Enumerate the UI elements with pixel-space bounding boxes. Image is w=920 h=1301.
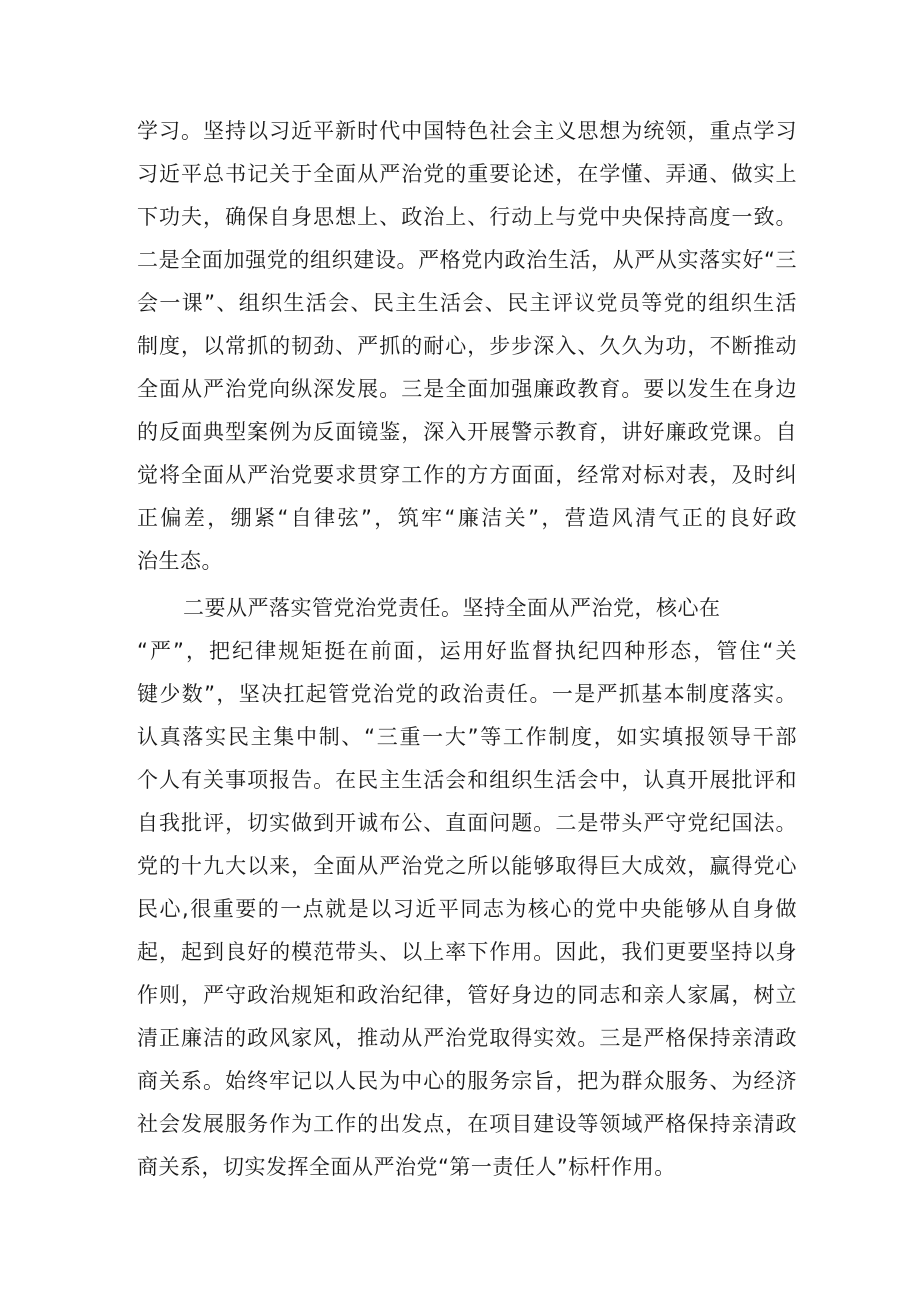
paragraph-line: 觉将全面从严治党要求贯穿工作的方方面面，经常对标对表，及时纠 [137, 463, 797, 487]
paragraph-line: 的反面典型案例为反面镜鉴，深入开展警示教育，讲好廉政党课。自 [137, 420, 797, 444]
paragraph-line: 作则，严守政治规矩和政治纪律，管好身边的同志和亲人家属，树立 [137, 983, 797, 1007]
paragraph-line: 治生态。 [137, 549, 223, 573]
paragraph-line: 清正廉洁的政风家风，推动从严治党取得实效。三是严格保持亲清政 [137, 1026, 797, 1050]
paragraph-line: 民心,很重要的一点就是以习近平同志为核心的党中央能够从自身做 [137, 897, 797, 921]
paragraph-line: 党的十九大以来，全面从严治党之所以能够取得巨大成效，赢得党心 [137, 854, 797, 878]
paragraph-line: 商关系，切实发挥全面从严治党“第一责任人”标杆作用。 [137, 1155, 676, 1179]
paragraph-line: 全面从严治党向纵深发展。三是全面加强廉政教育。要以发生在身边 [137, 377, 797, 401]
paragraph-first-line: 二要从严落实管党治党责任。坚持全面从严治党，核心在 [183, 596, 721, 620]
paragraph-line: 个人有关事项报告。在民主生活会和组织生活会中，认真开展批评和 [137, 768, 797, 792]
paragraph-line: 制度，以常抓的韧劲、严抓的耐心，步步深入、久久为功，不断推动 [137, 334, 797, 358]
paragraph-line: 社会发展服务作为工作的出发点，在项目建设等领域严格保持亲清政 [137, 1112, 797, 1136]
paragraph-line: “严”，把纪律规矩挺在前面，运用好监督执纪四种形态，管住“关 [137, 639, 797, 663]
paragraph-line: 自我批评，切实做到开诚布公、直面问题。二是带头严守党纪国法。 [137, 811, 797, 835]
paragraph-line: 二是全面加强党的组织建设。严格党内政治生活，从严从实落实好“三 [137, 248, 797, 272]
paragraph-line: 认真落实民主集中制、“三重一大”等工作制度，如实填报领导干部 [137, 725, 797, 749]
paragraph-line: 起，起到良好的模范带头、以上率下作用。因此，我们更要坚持以身 [137, 940, 797, 964]
paragraph-line: 会一课”、组织生活会、民主生活会、民主评议党员等党的组织生活 [137, 291, 797, 315]
paragraph-line: 正偏差，绷紧“自律弦”，筑牢“廉洁关”，营造风清气正的良好政 [137, 506, 797, 530]
paragraph-line: 商关系。始终牢记以人民为中心的服务宗旨，把为群众服务、为经济 [137, 1069, 797, 1093]
paragraph-line: 学习。坚持以习近平新时代中国特色社会主义思想为统领，重点学习 [137, 119, 797, 143]
paragraph-line: 键少数”，坚决扛起管党治党的政治责任。一是严抓基本制度落实。 [137, 682, 797, 706]
paragraph-line: 习近平总书记关于全面从严治党的重要论述，在学懂、弄通、做实上 [137, 162, 797, 186]
paragraph-line: 下功夫，确保自身思想上、政治上、行动上与党中央保持高度一致。 [137, 205, 797, 229]
